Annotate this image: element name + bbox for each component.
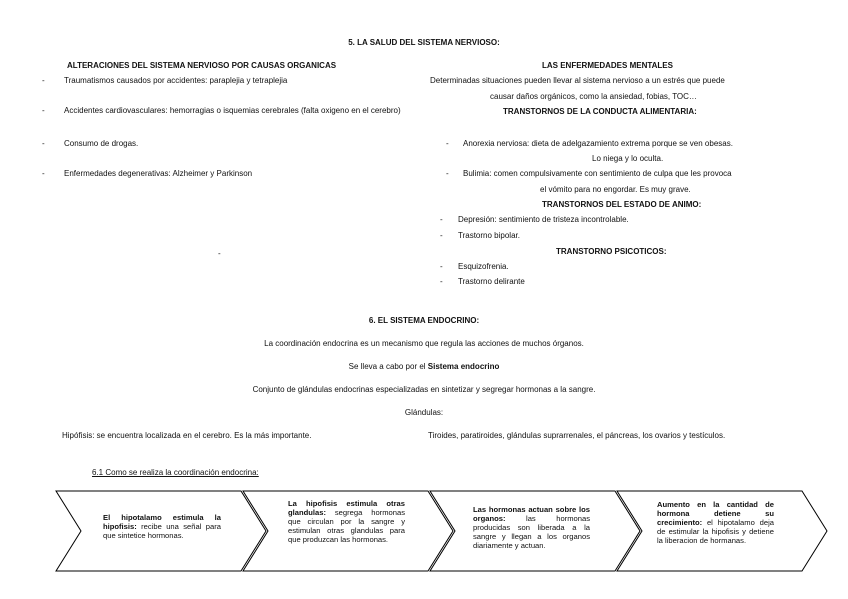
list-bullet: - bbox=[440, 215, 443, 224]
flow-step-4-title: Aumento en la cantidad de hormona detiene su crecimiento: bbox=[657, 500, 774, 527]
stray-dash: - bbox=[218, 249, 221, 258]
flow-step-2 bbox=[288, 499, 405, 544]
mental-illness-intro-2: causar daños orgánicos, como la ansiedad, fobias, TOC… bbox=[490, 92, 697, 101]
list-bullet: - bbox=[42, 76, 45, 85]
organic-causes-heading: ALTERACIONES DEL SISTEMA NERVIOSO POR CAUSAS ORGANICAS bbox=[67, 61, 337, 70]
flow-step-4 bbox=[657, 500, 774, 545]
flow-step-1 bbox=[103, 513, 221, 540]
list-bullet: - bbox=[440, 277, 443, 286]
endocrine-line-3: Conjunto de glándulas endocrinas especializadas en sintetizar y segregar hormonas a la sangre. bbox=[252, 385, 596, 394]
list-bullet: - bbox=[440, 262, 443, 271]
list-item: Consumo de drogas. bbox=[64, 139, 139, 148]
endocrine-line-1: La coordinación endocrina es un mecanismo que regula las acciones de muchos órganos. bbox=[264, 339, 584, 348]
eating-disorders-heading: TRANSTORNOS DE LA CONDUCTA ALIMENTARIA: bbox=[503, 107, 697, 116]
list-bullet: - bbox=[42, 139, 45, 148]
section-5-title bbox=[0, 38, 848, 48]
flow-step-1-title: El hipotalamo estimula la hipofisis: bbox=[103, 513, 221, 531]
flow-step-3-title: Las hormonas actuan sobre los organos: bbox=[473, 505, 590, 523]
flow-step-2-body: segrega hormonas que circulan por la sangre y estimulan otras glandulas para que produzcan las hormonas. bbox=[288, 508, 405, 544]
list-bullet: - bbox=[42, 106, 45, 115]
list-bullet: - bbox=[446, 169, 449, 178]
endocrine-line-2-text: Se lleva a cabo por el bbox=[348, 362, 428, 371]
mental-illness-intro-1: Determinadas situaciones pueden llevar al sistema nervioso a un estrés que puede bbox=[430, 76, 725, 85]
list-item: Enfermedades degenerativas: Alzheimer y Parkinson bbox=[64, 169, 253, 178]
list-item: Trastorno bipolar. bbox=[458, 231, 520, 240]
list-bullet: - bbox=[440, 231, 443, 240]
coordination-subheading: 6.1 Como se realiza la coordinación endocrina: bbox=[92, 468, 259, 477]
list-bullet: - bbox=[446, 139, 449, 148]
endocrine-line-2 bbox=[0, 362, 848, 372]
bulimia-line-2: el vómito para no engordar. Es muy grave. bbox=[540, 185, 691, 194]
list-item: Accidentes cardiovasculares: hemorragias o isquemias cerebrales (falta oxigeno en el cerebro) bbox=[64, 106, 401, 115]
flow-step-3 bbox=[473, 505, 590, 550]
section-5-title-text: 5. LA SALUD DEL SISTEMA NERVIOSO: bbox=[348, 38, 500, 47]
psychotic-disorders-heading: TRANSTORNO PSICOTICOS: bbox=[556, 247, 667, 256]
mental-illness-heading: LAS ENFERMEDADES MENTALES bbox=[542, 61, 673, 70]
list-item: Traumatismos causados por accidentes: paraplejia y tetraplejia bbox=[64, 76, 288, 85]
flow-step-3-body: las hormonas producidas son liberada a la sangre y llegan a los organos diariamente y actuan. bbox=[473, 514, 590, 550]
endocrine-system-term: Sistema endocrino bbox=[427, 362, 500, 371]
list-item: Depresión: sentimiento de tristeza incontrolable. bbox=[458, 215, 629, 224]
mood-disorders-heading: TRANSTORNOS DEL ESTADO DE ANIMO: bbox=[542, 200, 702, 209]
flow-step-4-body: el hipotalamo deja de estimular la hipofisis y detiene la liberacion de hormanas. bbox=[657, 518, 774, 545]
flow-step-1-body: recibe una señal para que sintetice hormonas. bbox=[103, 522, 221, 540]
list-bullet: - bbox=[42, 169, 45, 178]
list-item: Trastorno delirante bbox=[458, 277, 525, 286]
anorexia-line-1: Anorexia nerviosa: dieta de adelgazamiento extrema porque se ven obesas. bbox=[463, 139, 733, 148]
flow-step-2-title: La hipofisis estimula otras glandulas: bbox=[288, 499, 405, 517]
hipofisis-text: Hipófisis: se encuentra localizada en el cerebro. Es la más importante. bbox=[62, 431, 312, 440]
bulimia-line-1: Bulimia: comen compulsivamente con sentimiento de culpa que les provoca bbox=[463, 169, 732, 178]
glands-label: Glándulas: bbox=[404, 408, 444, 417]
section-6-title: 6. EL SISTEMA ENDOCRINO: bbox=[368, 316, 480, 325]
list-item: Esquizofrenia. bbox=[458, 262, 509, 271]
other-glands-text: Tiroides, paratiroides, glándulas suprarrenales, el páncreas, los ovarios y testículos. bbox=[428, 431, 726, 440]
anorexia-line-2: Lo niega y lo oculta. bbox=[592, 154, 664, 163]
